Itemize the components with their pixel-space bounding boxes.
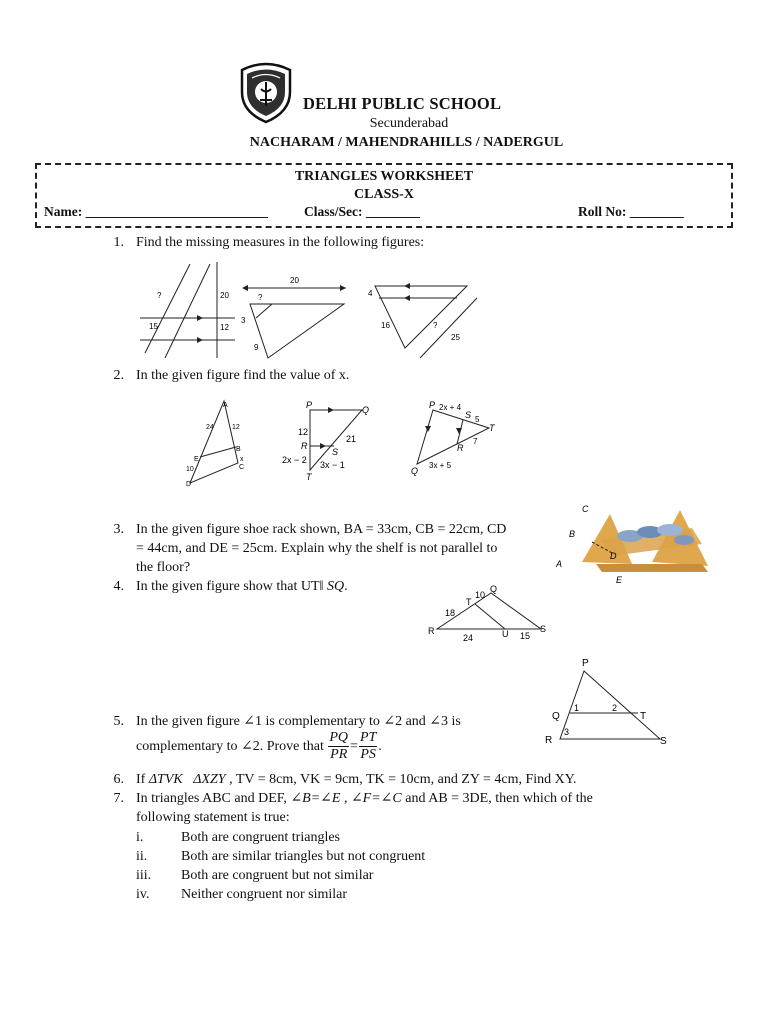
fig-label: Q [552, 711, 560, 722]
text-part: , [340, 791, 351, 806]
text-part: . [378, 739, 382, 754]
text-part: is complementary to [262, 714, 384, 729]
figure-q5-triangle-prs [540, 655, 670, 747]
fraction-pt-ps [359, 730, 377, 763]
question-number: 3. [113, 522, 124, 537]
question-number: 6. [113, 772, 124, 787]
figure-q2-triangle-abc [182, 395, 250, 487]
question-text-line1: In the given figure shoe rack shown, BA = 33cm, CB = 22cm, CD [136, 522, 507, 537]
option-text: Neither congruent nor similar [181, 887, 348, 902]
fig-label: 24 [463, 633, 474, 643]
figure-q2-triangle-pqt [280, 400, 375, 486]
question-number: 5. [113, 714, 124, 729]
question-text [136, 770, 577, 789]
question-text-line2 [136, 730, 382, 763]
question-number: 4. [113, 579, 124, 594]
fig-label: P [429, 400, 436, 410]
fig-label: 12 [298, 427, 309, 437]
question-text-line3: the floor? [136, 560, 191, 575]
equals-sign: = [350, 739, 358, 754]
worksheet-title: TRIANGLES WORKSHEET [294, 169, 474, 184]
school-name: DELHI PUBLIC SCHOOL [303, 94, 502, 113]
text-part: and [402, 714, 430, 729]
fig-label: 18 [445, 608, 456, 618]
fig-label: 3x + 5 [429, 461, 452, 470]
fig-label: 24 [206, 424, 214, 431]
fig-label: ? [258, 293, 263, 302]
school-crest-logo [238, 62, 294, 124]
fig-label: ? [157, 291, 162, 300]
text-part: and AB = 3DE, then which of the [401, 791, 593, 806]
fig-label: C [582, 504, 589, 514]
numerator: PQ [329, 730, 349, 745]
fig-label: 12 [220, 323, 229, 332]
fig-label: P [306, 400, 313, 410]
text-part: If [136, 772, 149, 787]
fig-label: T [466, 597, 472, 607]
fig-label: ? [433, 321, 438, 330]
fig-label: D [186, 481, 192, 487]
angle-symbol: ∠2 [240, 739, 260, 754]
fig-label: T [489, 423, 495, 433]
triangle-name: ΔXZY [193, 772, 226, 787]
angle-condition: ∠F=∠C [350, 791, 402, 806]
option-number: iii. [136, 868, 152, 883]
fig-label: 3 [564, 727, 570, 737]
roll-no-field: Roll No: ________ [578, 204, 684, 219]
question-text: In the given figure find the value of x. [136, 368, 350, 383]
fig-label: 16 [381, 321, 390, 330]
question-text: Find the missing measures in the following figures: [136, 235, 425, 250]
option-number: iv. [136, 887, 150, 902]
fig-label: 9 [254, 343, 259, 352]
question-number: 2. [113, 368, 124, 383]
question-text-line1 [136, 712, 461, 731]
fig-label: A [556, 559, 563, 569]
fig-label: 20 [220, 291, 229, 300]
fig-label: R [428, 626, 435, 636]
question-number: 7. [113, 791, 124, 806]
worksheet-class: CLASS-X [354, 187, 414, 202]
denominator: PS [360, 747, 376, 762]
option-number: i. [136, 830, 144, 845]
school-branches: NACHARAM / MAHENDRAHILLS / NADERGUL [249, 135, 564, 150]
figure-q1-inverted-triangle [365, 280, 480, 362]
fig-label: T [640, 711, 647, 722]
angle-symbol: ∠2 [383, 714, 403, 729]
angle-condition: ∠B=∠E [290, 791, 341, 806]
angle-symbol: ∠1 [243, 714, 263, 729]
fig-label: R [545, 735, 553, 746]
figure-q4-triangle-rqs [425, 583, 553, 643]
triangle-name: ΔTVK [148, 772, 183, 787]
fig-label: R [457, 443, 464, 453]
fig-label: A [223, 402, 228, 409]
option-text: Both are congruent triangles [181, 830, 341, 845]
fig-label: E [616, 575, 623, 585]
fig-label: 20 [290, 276, 299, 285]
fig-label: x [240, 456, 244, 463]
question-text [136, 577, 348, 596]
text-part: . Prove that [259, 739, 328, 754]
option-number: ii. [136, 849, 148, 864]
figure-q3-shoe-rack [552, 500, 712, 588]
math-text: SQ [326, 579, 345, 594]
question-text-line2: = 44cm, and DE = 25cm. Explain why the shelf is not parallel to [136, 541, 498, 556]
fig-label: C [239, 464, 245, 471]
text-part: In the given figure [136, 714, 244, 729]
figure-q1-triangle [238, 272, 350, 362]
numerator: PT [359, 730, 377, 745]
fig-label: 3x − 1 [320, 460, 345, 470]
fig-label: 5 [475, 415, 480, 424]
text-part: , TV = 8cm, VK = 9cm, TK = 10cm, and ZY = 4cm, Find XY. [225, 772, 577, 787]
fraction-pq-pr [328, 730, 349, 763]
option-text: Both are congruent but not similar [181, 868, 374, 883]
fig-label: S [660, 736, 667, 747]
fig-label: B [569, 529, 576, 539]
fig-label: D [610, 551, 617, 561]
figure-q1-parallel-lines [135, 258, 240, 360]
fig-label: Q [362, 405, 370, 415]
fig-label: E [194, 456, 199, 463]
fig-label: 25 [451, 333, 460, 342]
fig-label: 1 [574, 703, 580, 713]
fig-label: 10 [186, 466, 194, 473]
fig-label: 21 [346, 434, 357, 444]
fig-label: 2x + 4 [439, 403, 462, 412]
fig-label: 2x − 2 [282, 455, 307, 465]
question-text-line2: following statement is true: [136, 810, 290, 825]
fig-label: Q [490, 584, 498, 594]
fig-label: S [540, 624, 547, 634]
fig-label: 4 [368, 289, 373, 298]
fig-label: S [332, 447, 339, 457]
fig-label: Q [411, 466, 419, 476]
fig-label: P [582, 658, 589, 669]
text-part: In the given figure show that UT [136, 579, 320, 594]
fig-label: R [301, 441, 308, 451]
text-part: . [344, 579, 348, 594]
angle-symbol: ∠3 [429, 714, 449, 729]
fig-label: T [306, 472, 312, 482]
text-part: In triangles ABC and DEF, [136, 791, 291, 806]
fig-label: 7 [473, 437, 478, 446]
class-sec-field: Class/Sec: ________ [304, 204, 420, 219]
fig-label: U [502, 629, 509, 639]
fig-label: 12 [232, 424, 240, 431]
fig-label: S [465, 410, 472, 420]
school-city: Secunderabad [369, 116, 449, 131]
fig-label: 15 [149, 322, 158, 331]
text-part: complementary to [136, 739, 241, 754]
parallel-symbol: ‖ [319, 579, 324, 594]
fig-label: 2 [612, 703, 618, 713]
fig-label: 15 [520, 631, 531, 641]
option-text: Both are similar triangles but not congruent [181, 849, 426, 864]
denominator: PR [330, 747, 348, 762]
name-field: Name: ___________________________ [44, 204, 268, 219]
figure-q2-triangle-pqs [405, 398, 505, 480]
fig-label: 10 [475, 590, 486, 600]
fig-label: B [236, 446, 241, 453]
fig-label: 3 [241, 316, 246, 325]
text-part: is [448, 714, 461, 729]
question-text-line1 [136, 789, 593, 808]
question-number: 1. [113, 235, 124, 250]
